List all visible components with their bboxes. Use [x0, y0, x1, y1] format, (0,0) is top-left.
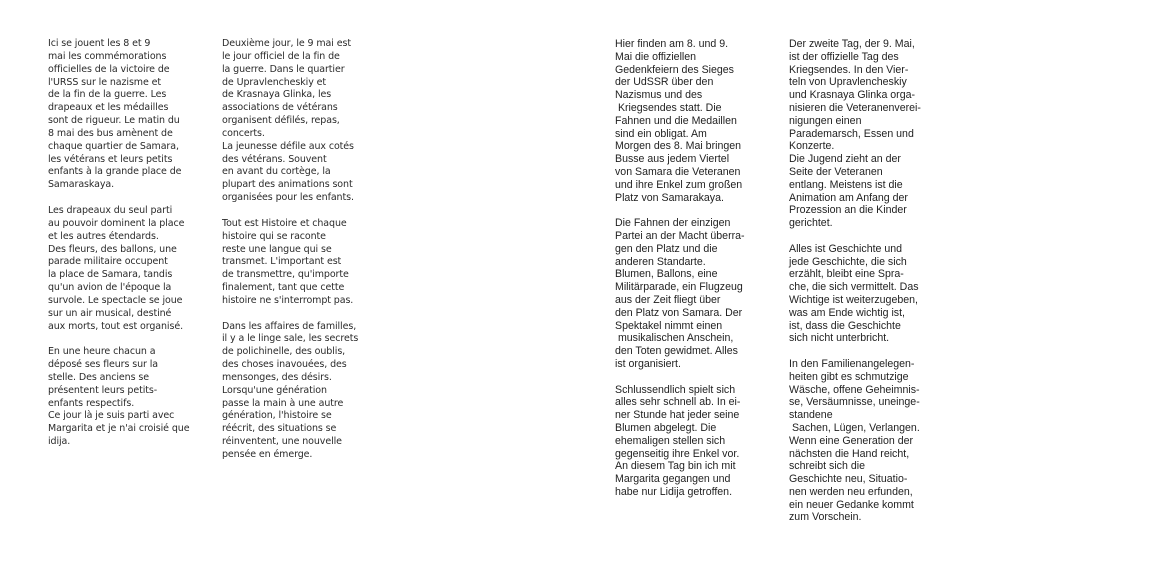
text-line: parade militaire occupent	[48, 256, 168, 268]
text-line: au pouvoir dominent la place	[48, 217, 185, 229]
text-line: Margarita et je n'ai croisié que	[48, 423, 190, 435]
text-line: se, Versäumnisse, uneinge-	[789, 396, 920, 409]
text-line: Militärparade, ein Flugzeug	[615, 281, 743, 294]
text-line: Konzerte.	[789, 140, 835, 153]
text-line: il y a le linge sale, les secrets	[222, 333, 359, 345]
text-line: organisent défilés, repas,	[222, 115, 340, 127]
text-line: Wenn eine Generation der	[789, 434, 914, 447]
paragraph	[222, 218, 372, 308]
text-line: transmet. L'important est	[222, 256, 342, 268]
text-line: Gedenkfeiern des Sieges	[615, 63, 734, 76]
paragraph	[222, 38, 372, 205]
text-line: der UdSSR über den	[615, 76, 714, 89]
text-line: Ce jour là je suis parti avec	[48, 410, 175, 422]
paragraph	[615, 38, 775, 204]
paragraph	[615, 384, 775, 499]
text-line: Die Jugend zieht an der	[789, 153, 901, 166]
french-column-2	[222, 38, 372, 475]
text-line: standene	[789, 409, 833, 422]
text-line: Der zweite Tag, der 9. Mai,	[789, 38, 915, 50]
text-line: nisieren die Veteranenverei-	[789, 101, 921, 114]
text-line: Margarita gegangen und	[615, 473, 731, 486]
text-line: Geschichte neu, Situatio-	[789, 473, 908, 486]
paragraph	[222, 321, 372, 462]
text-line: den Toten gewidmet. Alles	[615, 345, 738, 358]
text-line: en avant du cortège, la	[222, 166, 331, 178]
text-line: reste une langue qui se	[222, 243, 332, 255]
text-line: Tout est Histoire et chaque	[222, 217, 347, 229]
text-line: stelle. Des anciens se	[48, 371, 149, 383]
text-line: le jour officiel de la fin de	[222, 50, 340, 62]
text-line: Platz von Samarakaya.	[615, 191, 724, 204]
text-line: des vétérans. Souvent	[222, 153, 327, 165]
text-line: Lorsqu'une génération	[222, 384, 327, 396]
text-line: Fahnen und die Medaillen	[615, 114, 737, 127]
text-line: mai les commémorations	[48, 50, 167, 62]
text-line: Kriegsendes statt. Die	[615, 101, 722, 114]
text-line: de Upravlencheskiy et	[222, 76, 327, 88]
text-line: sind ein obligat. Am	[615, 127, 707, 140]
text-line: chaque quartier de Samara,	[48, 140, 179, 152]
german-column-1	[615, 38, 775, 511]
text-line: den Platz von Samara. Der	[615, 306, 743, 319]
text-line: Nazismus und des	[615, 89, 703, 102]
text-line: qu'un avion de l'époque la	[48, 282, 172, 294]
text-line: sich nicht unterbricht.	[789, 332, 890, 345]
text-line: drapeaux et les médailles	[48, 102, 169, 114]
text-line: anderen Standarte.	[615, 255, 706, 268]
paragraph	[789, 38, 949, 230]
text-line: la guerre. Dans le quartier	[222, 63, 345, 75]
german-column-2	[789, 38, 949, 537]
text-line: de Krasnaya Glinka, les	[222, 89, 332, 101]
text-line: An diesem Tag bin ich mit	[615, 460, 736, 473]
text-line: présentent leurs petits-	[48, 384, 158, 396]
paragraph	[48, 38, 198, 192]
text-line: nächsten die Hand reicht,	[789, 447, 910, 460]
text-line: Spektakel nimmt einen	[615, 319, 723, 332]
text-line: aus der Zeit fliegt über	[615, 293, 721, 306]
text-line: von Samara die Veteranen	[615, 165, 741, 178]
text-line: plupart des animations sont	[222, 179, 353, 191]
text-line: ist, dass die Geschichte	[789, 319, 901, 332]
text-line: ner Stunde hat jeder seine	[615, 409, 740, 422]
text-line: Morgen des 8. Mai bringen	[615, 140, 742, 153]
text-line: musikalischen Anschein,	[615, 332, 734, 345]
text-line: déposé ses fleurs sur la	[48, 359, 158, 371]
text-line: zum Vorschein.	[789, 511, 862, 524]
text-line: et les autres étendards.	[48, 230, 159, 242]
text-line: la place de Samara, tandis	[48, 269, 173, 281]
text-line: idija.	[48, 436, 71, 448]
text-line: sur un air musical, destiné	[48, 307, 172, 319]
text-line: Mai die offiziellen	[615, 50, 697, 63]
paragraph	[48, 346, 198, 449]
text-line: réécrit, des situations se	[222, 423, 337, 435]
text-line: was am Ende wichtig ist,	[789, 306, 905, 319]
text-line: Les drapeaux du seul parti	[48, 204, 173, 216]
text-line: associations de vétérans	[222, 102, 338, 114]
text-line: Hier finden am 8. und 9.	[615, 38, 729, 50]
text-line: heiten gibt es schmutzige	[789, 370, 909, 383]
text-line: nigungen einen	[789, 114, 862, 127]
paragraph	[48, 205, 198, 333]
text-line: schreibt sich die	[789, 460, 865, 473]
text-line: de la fin de la guerre. Les	[48, 89, 167, 101]
text-line: Deuxième jour, le 9 mai est	[222, 38, 351, 49]
paragraph	[789, 358, 949, 524]
text-line: passe la main à une autre	[222, 397, 344, 409]
text-line: jede Geschichte, die sich	[789, 255, 907, 268]
text-line: Parademarsch, Essen und	[789, 127, 914, 140]
text-line: génération, l'histoire se	[222, 410, 332, 422]
text-line: Sachen, Lügen, Verlangen.	[789, 421, 920, 434]
text-line: Partei an der Macht überra-	[615, 229, 745, 242]
text-line: Blumen abgelegt. Die	[615, 421, 717, 434]
text-line: gerichtet.	[789, 217, 833, 230]
text-line: de polichinelle, des oublis,	[222, 346, 346, 358]
text-line: des choses inavouées, des	[222, 359, 347, 371]
text-line: Prozession an die Kinder	[789, 204, 907, 217]
text-line: teln von Upravlencheskiy	[789, 76, 907, 89]
text-line: de transmettre, qu'importe	[222, 269, 349, 281]
text-line: 8 mai des bus amènent de	[48, 127, 173, 139]
text-line: mensonges, des désirs.	[222, 371, 332, 383]
text-line: gegenseitig ihre Enkel vor.	[615, 447, 740, 460]
text-line: histoire qui se raconte	[222, 230, 326, 242]
text-line: Samaraskaya.	[48, 179, 115, 191]
text-line: gen den Platz und die	[615, 242, 718, 255]
text-line: erzählt, bleibt eine Spra-	[789, 268, 904, 281]
french-column-1	[48, 38, 198, 462]
text-line: Schlussendlich spielt sich	[615, 383, 736, 396]
text-line: Wäsche, offene Geheimnis-	[789, 383, 920, 396]
text-line: ist organisiert.	[615, 357, 681, 370]
text-line: survole. Le spectacle se joue	[48, 294, 183, 306]
text-line: sont de rigueur. Le matin du	[48, 115, 180, 127]
text-line: ist der offizielle Tag des	[789, 50, 899, 63]
text-line: habe nur Lidija getroffen.	[615, 485, 733, 498]
text-line: In den Familienangelegen-	[789, 357, 915, 370]
paragraph	[615, 217, 775, 371]
text-line: organisées pour les enfants.	[222, 192, 354, 204]
text-line: l'URSS sur le nazisme et	[48, 76, 161, 88]
text-line: Wichtige ist weiterzugeben,	[789, 293, 918, 306]
text-line: concerts.	[222, 127, 265, 139]
paragraph	[789, 243, 949, 345]
text-line: aux morts, tout est organisé.	[48, 320, 183, 332]
text-line: und ihre Enkel zum großen	[615, 178, 743, 191]
text-line: enfants respectifs.	[48, 397, 135, 409]
text-line: pensée en émerge.	[222, 449, 313, 460]
text-line: Seite der Veteranen	[789, 165, 883, 178]
text-line: alles sehr schnell ab. In ei-	[615, 396, 741, 409]
text-line: Animation am Anfang der	[789, 191, 908, 204]
text-line: Kriegsendes. In den Vier-	[789, 63, 909, 76]
text-line: les vétérans et leurs petits	[48, 153, 173, 165]
text-line: Ici se jouent les 8 et 9	[48, 38, 151, 49]
text-line: La jeunesse défile aux cotés	[222, 140, 354, 152]
text-line: und Krasnaya Glinka orga-	[789, 89, 916, 102]
text-line: Dans les affaires de familles,	[222, 320, 357, 332]
text-line: nen werden neu erfunden,	[789, 485, 913, 498]
text-line: Alles ist Geschichte und	[789, 242, 903, 255]
text-line: réinventent, une nouvelle	[222, 436, 342, 448]
text-line: enfants à la grande place de	[48, 166, 182, 178]
text-line: En une heure chacun a	[48, 346, 156, 358]
text-line: Blumen, Ballons, eine	[615, 268, 718, 281]
text-line: ein neuer Gedanke kommt	[789, 498, 914, 511]
text-line: Die Fahnen der einzigen	[615, 217, 731, 230]
text-line: officielles de la victoire de	[48, 63, 170, 75]
text-line: che, die sich vermittelt. Das	[789, 281, 919, 294]
text-line: Busse aus jedem Viertel	[615, 153, 730, 166]
text-line: entlang. Meistens ist die	[789, 178, 903, 191]
text-line: histoire ne s'interrompt pas.	[222, 294, 354, 306]
text-line: finalement, tant que cette	[222, 282, 345, 294]
text-line: Des fleurs, des ballons, une	[48, 243, 177, 255]
text-line: ehemaligen stellen sich	[615, 434, 726, 447]
